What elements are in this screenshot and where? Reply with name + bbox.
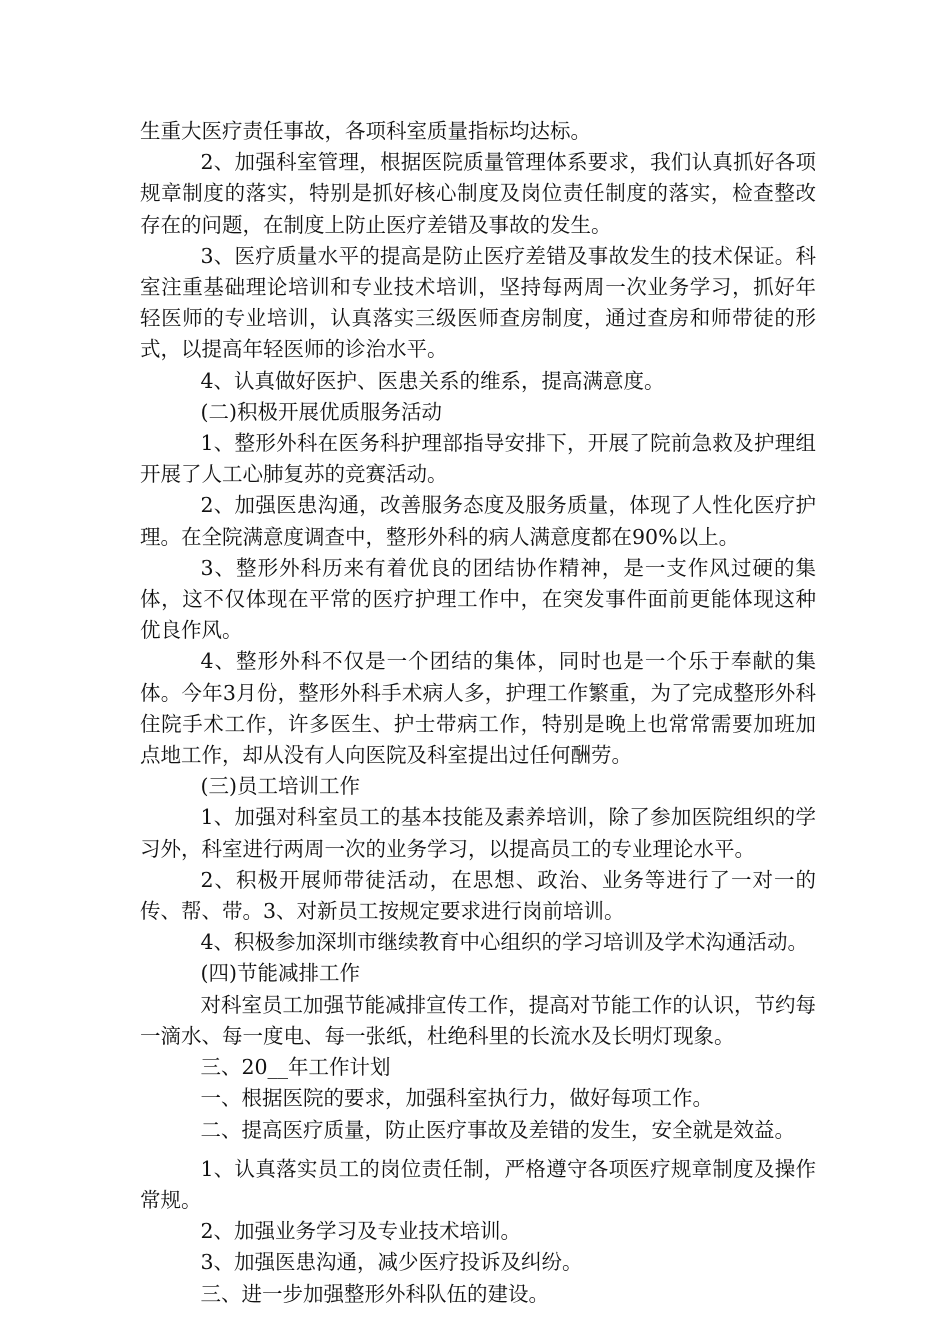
paragraph: 2、加强业务学习及专业技术培训。 <box>200 1219 522 1244</box>
paragraph: 4、整形外科不仅是一个团结的集体，同时也是一个乐于奉献的集体。今年3月份，整形外科手术病人多，护理工作繁重，为了完成整形外科住院手术工作，许多医生、护士带病工作，特别是晚上也常常需要加班加点地工作，却从没有人向医院及科室提出过任何酬劳。 <box>140 649 816 768</box>
document-body <box>140 116 816 1310</box>
paragraph: 一、根据医院的要求，加强科室执行力，做好每项工作。 <box>200 1086 713 1111</box>
paragraph: 生重大医疗责任事故，各项科室质量指标均达标。 <box>140 119 591 143</box>
paragraph: 4、积极参加深圳市继续教育中心组织的学习培训及学术沟通活动。 <box>200 930 809 955</box>
paragraph: 2、加强医患沟通，改善服务态度及服务质量，体现了人性化医疗护理。在全院满意度调查中，整形外科的病人满意度都在90%以上。 <box>140 493 816 549</box>
paragraph: 1、加强对科室员工的基本技能及素养培训，除了参加医院组织的学习外，科室进行两周一次的业务学习，以提高员工的专业理论水平。 <box>140 805 816 861</box>
paragraph: 2、加强科室管理，根据医院质量管理体系要求，我们认真抓好各项规章制度的落实，特别是抓好核心制度及岗位责任制度的落实，检查整改存在的问题，在制度上防止医疗差错及事故的发生。 <box>140 150 816 237</box>
paragraph: 二、提高医疗质量，防止医疗事故及差错的发生，安全就是效益。 <box>200 1117 795 1142</box>
paragraph: 1、认真落实员工的岗位责任制，严格遵守各项医疗规章制度及操作常规。 <box>140 1156 816 1212</box>
paragraph: 2、积极开展师带徒活动，在思想、政治、业务等进行了一对一的传、帮、带。3、对新员工按规定要求进行岗前培训。 <box>140 867 816 924</box>
paragraph: 3、整形外科历来有着优良的团结协作精神，是一支作风过硬的集体，这不仅体现在平常的医疗护理工作中，在突发事件面前更能体现这种优良作风。 <box>140 555 816 643</box>
section-heading: 三、20__年工作计划 <box>200 1055 391 1080</box>
paragraph: 3、加强医患沟通，减少医疗投诉及纠纷。 <box>200 1250 583 1275</box>
paragraph: 1、整形外科在医务科护理部指导安排下，开展了院前急救及护理组开展了人工心肺复苏的竞赛活动。 <box>140 431 816 487</box>
section-heading: (二)积极开展优质服务活动 <box>200 399 442 424</box>
paragraph: 4、认真做好医护、医患关系的维系，提高满意度。 <box>200 368 665 393</box>
section-heading: (三)员工培训工作 <box>200 774 360 799</box>
paragraph: 3、医疗质量水平的提高是防止医疗差错及事故发生的技术保证。科室注重基础理论培训和专业技术培训，坚持每两周一次业务学习，抓好年轻医师的专业培训，认真落实三级医师查房制度，通过查房和师带徒的形式，以提高年轻医师的诊治水平。 <box>140 243 816 362</box>
paragraph: 对科室员工加强节能减排宣传工作，提高对节能工作的认识，节约每一滴水、每一度电、每一张纸，杜绝科里的长流水及长明灯现象。 <box>140 992 816 1048</box>
section-heading: (四)节能减排工作 <box>200 961 360 986</box>
paragraph: 三、进一步加强整形外科队伍的建设。 <box>200 1281 549 1306</box>
